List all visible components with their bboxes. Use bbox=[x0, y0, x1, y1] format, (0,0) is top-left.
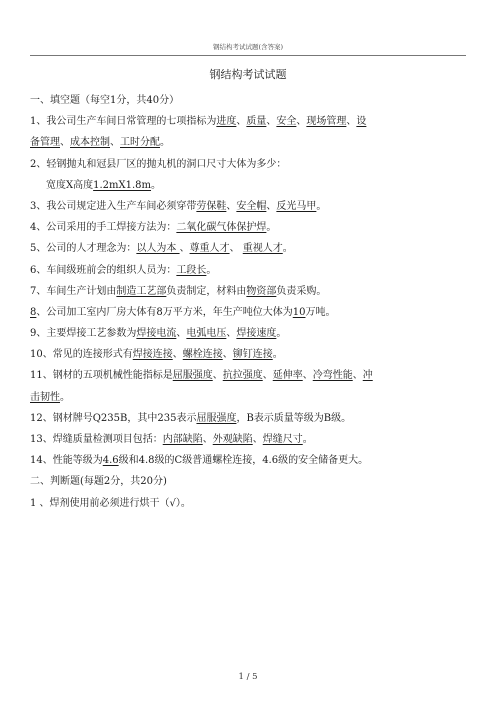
question-line: 6、车间级班前会的组织人员为：工段长。 bbox=[30, 264, 217, 276]
question-line: 9、主要焊接工艺参数为焊接电流、电弧电压、焊接速度。 bbox=[30, 328, 287, 340]
answer-text: 工时分配 bbox=[120, 137, 160, 149]
answer-text: 延伸率 bbox=[272, 370, 303, 382]
answer-text: 质量 bbox=[246, 116, 267, 128]
answer-text: 成本控制 bbox=[70, 137, 110, 149]
question-line: 3、我公司规定进入生产车间必须穿带劳保鞋、安全帽、反光马甲。 bbox=[30, 200, 327, 212]
section-heading-fill-blank: 一、填空题（每空1分，共40分） bbox=[30, 95, 180, 106]
answer-text: 冲 bbox=[362, 370, 373, 382]
answer-text: 尊重人才 bbox=[189, 243, 230, 255]
question-line: 14、性能等级为4.6级和4.8级的C级普通螺栓连接，4.6级的安全储备更大。 bbox=[30, 455, 369, 467]
answer-text: 10 bbox=[292, 306, 306, 318]
answer-text: 焊接连接 bbox=[132, 349, 173, 361]
answer-text: 安全 bbox=[276, 116, 297, 128]
question-line: 4、公司采用的手工焊接方法为：二氧化碳气体保护焊。 bbox=[30, 222, 277, 234]
answer-text: 劳保鞋 bbox=[196, 200, 227, 212]
answer-text: 以人为本 bbox=[136, 243, 180, 255]
answer-text: 铆钉连接 bbox=[232, 349, 273, 361]
question-line: 击韧性。 bbox=[30, 391, 70, 403]
answer-text: 安全帽 bbox=[236, 200, 267, 212]
answer-text: 电弧电压 bbox=[186, 328, 227, 340]
answer-text: 抗拉强度 bbox=[222, 370, 263, 382]
document-body bbox=[30, 90, 470, 514]
answer-text: 屈服强度 bbox=[172, 370, 213, 382]
answer-text: 进度 bbox=[216, 116, 237, 128]
question-line: 2、轻钢抛丸和冠县厂区的抛丸机的洞口尺寸大体为多少： bbox=[30, 158, 287, 170]
answer-text: 物资部 bbox=[246, 285, 277, 297]
answer-text: 螺栓连接 bbox=[182, 349, 223, 361]
question-line: 1、我公司生产车间日常管理的七项指标为进度、质量、安全、现场管理、设 bbox=[30, 116, 367, 128]
answer-text: 工段长 bbox=[176, 264, 207, 276]
answer-text: 备管理 bbox=[30, 137, 60, 149]
answer-text: 冷弯性能 bbox=[312, 370, 353, 382]
answer-text: 屈服强度 bbox=[196, 412, 237, 424]
answer-text: 现场管理 bbox=[306, 116, 347, 128]
question-line: 5、公司的人才理念为：以人为本 、尊重人才、 重视人才。 bbox=[30, 243, 293, 255]
answer-text: 焊接速度 bbox=[236, 328, 277, 340]
answer-text: 设 bbox=[356, 116, 367, 128]
question-line: 10、常见的连接形式有焊接连接、螺栓连接、铆钉连接。 bbox=[30, 349, 283, 361]
question-line: 备管理、成本控制、工时分配。 bbox=[30, 137, 170, 149]
header-divider bbox=[30, 55, 466, 56]
question-line: 宽度X高度1.2mX1.8m。 bbox=[46, 179, 162, 191]
question-line: 11、钢材的五项机械性能指标是屈服强度、抗拉强度、延伸率、冷弯性能、冲 bbox=[30, 370, 373, 382]
answer-text: 反光马甲 bbox=[276, 200, 317, 212]
answer-text: 8 bbox=[30, 306, 37, 318]
running-header: 钢结构考试试题(含答案) bbox=[212, 43, 284, 51]
answer-text: 击韧性 bbox=[30, 391, 60, 403]
question-line: 7、车间生产计划由制造工艺部负责制定，材料由物资部负责采购。 bbox=[30, 285, 327, 297]
answer-text: 焊接电流 bbox=[136, 328, 177, 340]
question-line: 12、钢材牌号Q235B，其中235表示屈服强度，B表示质量等级为B级。 bbox=[30, 412, 352, 424]
section-heading-true-false: 二、判断题(每题2分，共20分) bbox=[30, 476, 167, 488]
document-title: 钢结构考试试题 bbox=[209, 68, 287, 81]
question-line: 1 、焊剂使用前必须进行烘干（√）。 bbox=[30, 497, 191, 509]
page-number: 1 / 5 bbox=[238, 672, 258, 682]
answer-text: 外观缺陷 bbox=[212, 434, 253, 445]
answer-text: 重视人才 bbox=[242, 243, 283, 255]
answer-text: 内部缺陷 bbox=[162, 434, 203, 445]
answer-text: 二氧化碳气体保护焊 bbox=[176, 222, 267, 234]
answer-text: 4.6 bbox=[102, 455, 119, 467]
question-line: 8、公司加工室内厂房大体有8万平方米，年生产吨位大体为10万吨。 bbox=[30, 306, 336, 318]
answer-text: 焊缝尺寸 bbox=[262, 434, 303, 445]
answer-text: 1.2mX1.8m bbox=[93, 179, 152, 191]
answer-text: 制造工艺部 bbox=[116, 285, 167, 297]
question-line: 13、焊缝质量检测项目包括：内部缺陷、外观缺陷、焊缝尺寸。 bbox=[30, 434, 313, 445]
